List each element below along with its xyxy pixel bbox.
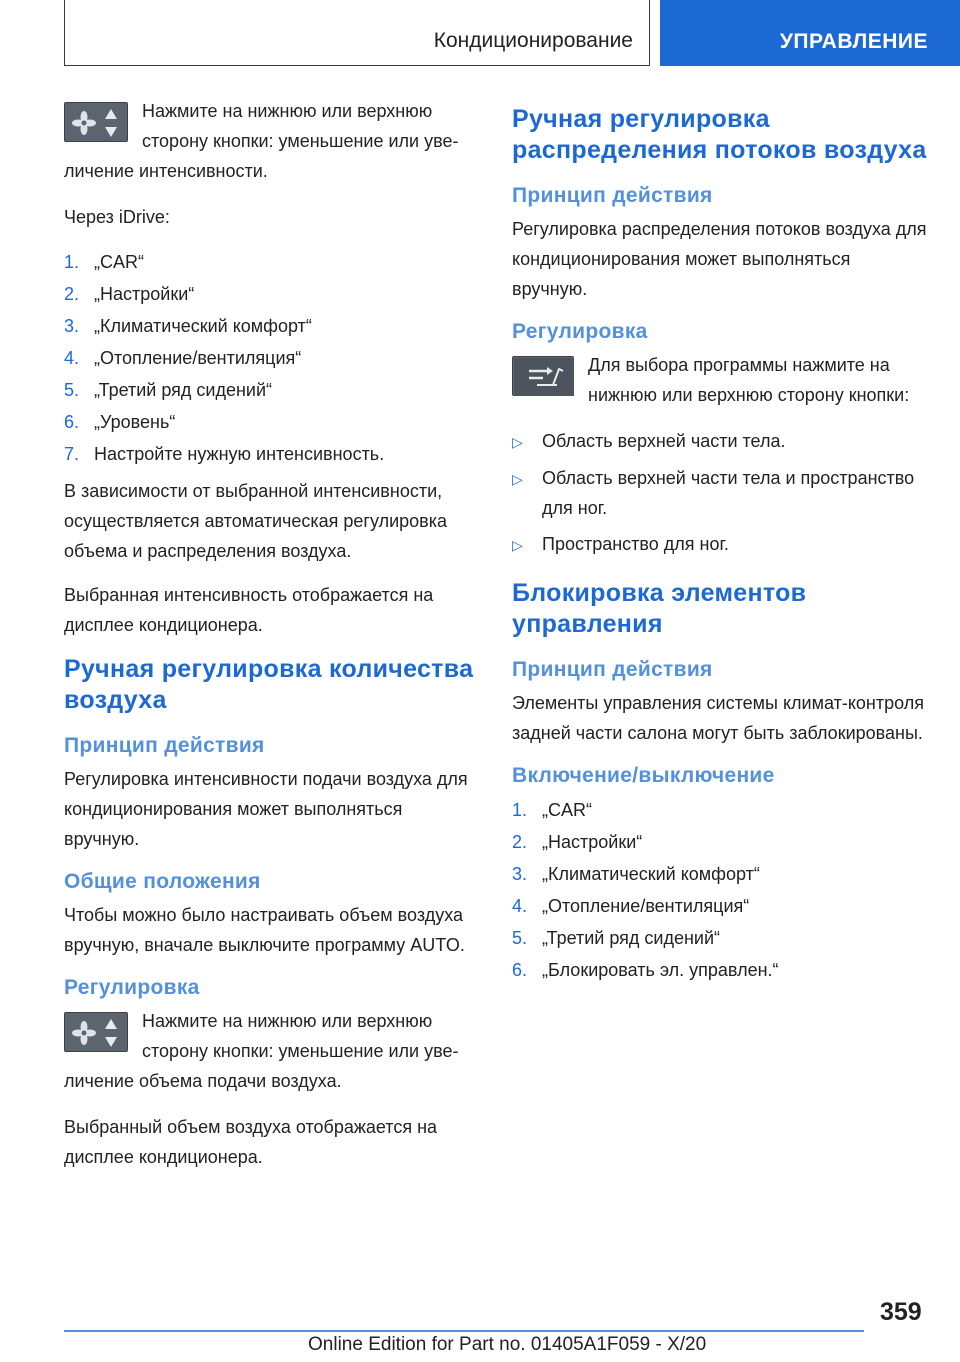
list-item [64, 246, 480, 278]
chapter-title: Кондиционирование [433, 29, 633, 52]
adjust-button-text: Нажмите на нижнюю или верхнюю сторону кнопки: уменьшение или увеличение объема подачи воздуха. [64, 1011, 459, 1091]
heading-lock-principle: Принцип действия [512, 658, 713, 681]
via-idrive-text: Через iDrive: [64, 207, 170, 227]
list-item [64, 310, 480, 342]
program-button-paragraph [512, 350, 928, 410]
intro-button-paragraph [64, 96, 480, 186]
list-item [64, 438, 480, 470]
step-number: 4. [512, 896, 528, 916]
heading-adjust: Регулировка [512, 320, 648, 343]
step-text: „Настройки“ [542, 832, 643, 852]
air-distribution-button-icon [512, 356, 574, 396]
header-chapter [64, 0, 650, 66]
lock-steps-list [512, 794, 928, 986]
step-number: 6. [64, 412, 80, 432]
heading-manual-volume: Ручная регулировка количества воздуха [64, 655, 474, 714]
volume-display-paragraph: Выбранный объем воздуха отображается на дисплее кондиционера. [64, 1117, 438, 1167]
step-number: 3. [64, 316, 80, 336]
step-text: „Третий ряд сидений“ [94, 380, 273, 400]
intensity-steps-list [64, 246, 480, 470]
distribution-options-list [512, 426, 928, 560]
step-text: Настройте нужную интенсивность. [94, 444, 385, 464]
auto-regulation-paragraph: В зависимости от выбранной интенсивности, осуществляется автоматическая регулировка объема и распределения воздуха. [64, 481, 448, 561]
triangle-bullet-icon: ▷ [512, 537, 523, 553]
intensity-display-paragraph: Выбранная интенсивность отображается на дисплее кондиционера. [64, 585, 434, 635]
program-button-text: Для выбора программы нажмите на нижнюю или верхнюю сторону кнопки: [588, 355, 910, 405]
triangle-bullet-icon: ▷ [512, 434, 523, 450]
step-number: 2. [64, 284, 80, 304]
step-text: „CAR“ [542, 800, 592, 820]
step-number: 3. [512, 864, 528, 884]
list-item [512, 794, 928, 826]
heading-lock: Блокировка элементов управления [512, 579, 807, 638]
step-text: „Блокировать эл. управлен.“ [542, 960, 779, 980]
step-text: „Отопление/вентиляция“ [94, 348, 302, 368]
list-item [512, 463, 928, 523]
bullet-text: Пространство для ног. [542, 534, 729, 554]
step-number: 1. [512, 800, 528, 820]
heading-principle: Принцип действия [64, 734, 265, 757]
header-section [660, 0, 960, 66]
lock-paragraph: Элементы управления системы климат-контроля задней части салона могут быть заблокированы. [512, 693, 924, 743]
section-title: УПРАВЛЕНИЕ [779, 30, 928, 53]
step-text: „Климатический комфорт“ [94, 316, 312, 336]
step-text: „Климатический комфорт“ [542, 864, 760, 884]
step-text: „Отопление/вентиляция“ [542, 896, 750, 916]
step-number: 6. [512, 960, 528, 980]
bullet-text: Область верхней части тела. [542, 431, 786, 451]
step-number: 7. [64, 444, 80, 464]
heading-onoff: Включение/выключение [512, 764, 775, 787]
step-number: 4. [64, 348, 80, 368]
list-item [64, 406, 480, 438]
step-text: „Настройки“ [94, 284, 195, 304]
step-text: „CAR“ [94, 252, 144, 272]
step-number: 5. [512, 928, 528, 948]
list-item [512, 426, 928, 457]
heading-general: Общие положения [64, 870, 261, 893]
step-number: 1. [64, 252, 80, 272]
fan-rocker-button-icon [64, 102, 128, 142]
heading-principle: Принцип действия [512, 184, 713, 207]
triangle-bullet-icon: ▷ [512, 471, 523, 487]
list-item [512, 954, 928, 986]
list-item [512, 826, 928, 858]
step-number: 5. [64, 380, 80, 400]
page-number: 359 [880, 1298, 922, 1326]
principle-paragraph: Регулировка интенсивности подачи воздуха для кондиционирования может выполняться вручную. [64, 769, 468, 849]
left-column [64, 96, 480, 1186]
step-number: 2. [512, 832, 528, 852]
list-item [512, 858, 928, 890]
heading-distribution: Ручная регулировка распределения потоков воздуха [512, 105, 927, 164]
footer-divider [64, 1330, 864, 1332]
right-column [512, 96, 928, 992]
adjust-button-paragraph [64, 1006, 480, 1096]
step-text: „Третий ряд сидений“ [542, 928, 721, 948]
distribution-principle-paragraph: Регулировка распределения потоков воздуха для кондиционирования может выполняться вручную. [512, 219, 927, 299]
list-item [512, 890, 928, 922]
heading-adjust: Регулировка [64, 976, 200, 999]
step-text: „Уровень“ [94, 412, 176, 432]
footer-edition: Online Edition for Part no. 01405A1F059 - X/20 [308, 1334, 707, 1355]
list-item [64, 374, 480, 406]
list-item [64, 342, 480, 374]
list-item [64, 278, 480, 310]
general-paragraph: Чтобы можно было настраивать объем воздуха вручную, вначале выключите программу AUTO. [64, 905, 465, 955]
list-item [512, 529, 928, 560]
bullet-text: Область верхней части тела и пространство для ног. [542, 468, 915, 518]
intro-button-text: Нажмите на нижнюю или верхнюю сторону кнопки: уменьшение или увеличение интенсивности. [64, 101, 459, 181]
fan-rocker-button-icon [64, 1012, 128, 1052]
list-item [512, 922, 928, 954]
